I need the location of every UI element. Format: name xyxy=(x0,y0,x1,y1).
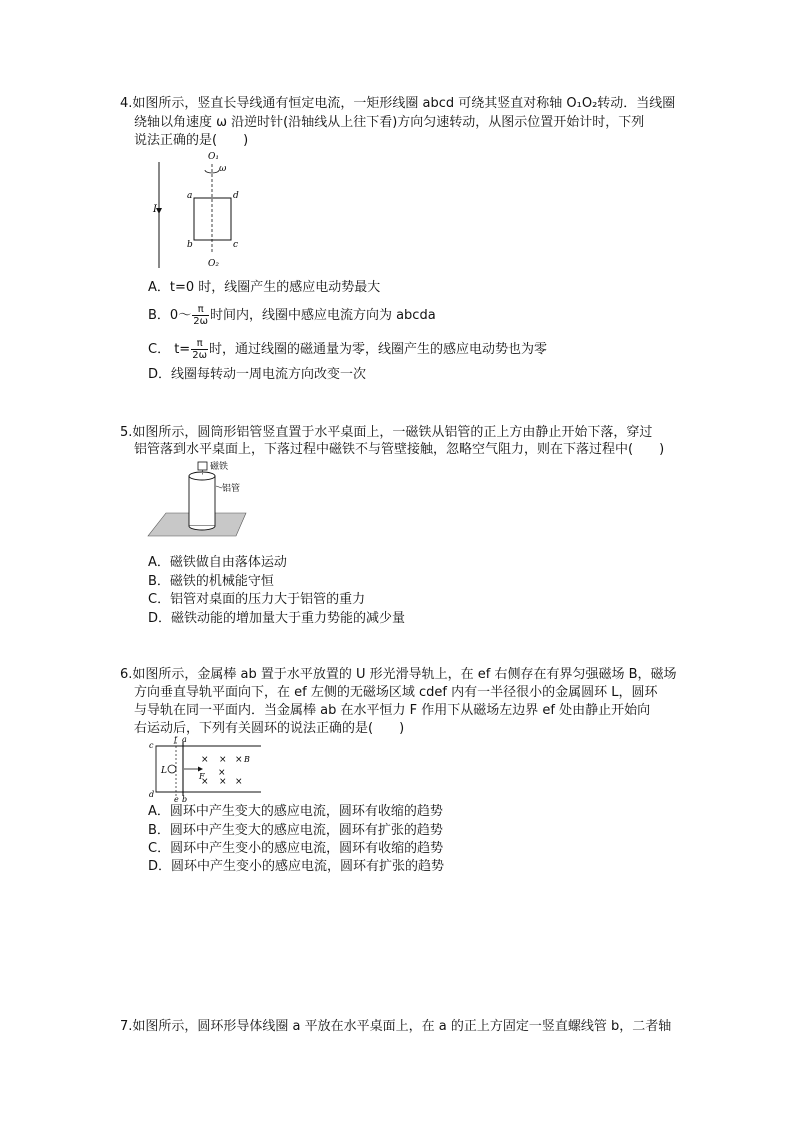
field-cross-icon: × xyxy=(201,755,209,765)
q6-option-a: A．圆环中产生变大的感应电流，圆环有收缩的趋势 xyxy=(148,804,443,819)
rectangular-coil xyxy=(194,198,231,240)
q4-option-b-fraction xyxy=(192,304,209,327)
q4-stem-line-3: 说法正确的是( ) xyxy=(134,133,249,148)
label-e: e xyxy=(174,795,179,802)
q5-stem-line-1: 5.如图所示，圆筒形铝管竖直置于水平桌面上，一磁铁从铝管的正上方由静止开始下落，穿过 xyxy=(120,425,653,440)
field-cross-icon: × xyxy=(235,755,243,765)
q5-option-b: B．磁铁的机械能守恒 xyxy=(148,574,274,589)
q4-stem-line-2: 绕轴以角速度 ω 沿逆时针(沿轴线从上往下看)方向匀速转动，从图示位置开始计时，下列 xyxy=(134,115,645,130)
magnet-label: 磁铁 xyxy=(210,462,229,472)
q5-option-a: A．磁铁做自由落体运动 xyxy=(148,555,287,570)
field-cross-icon: × xyxy=(235,777,243,787)
label-L: L xyxy=(161,766,167,776)
corner-d-label: d xyxy=(233,191,239,201)
q6-option-c: C．圆环中产生变小的感应电流，圆环有收缩的趋势 xyxy=(148,841,444,856)
q5-option-c: C．铝管对桌面的压力大于铝管的重力 xyxy=(148,592,366,607)
fraction-denominator: 2ω xyxy=(193,316,208,327)
axis-bottom-label: O₂ xyxy=(208,259,219,269)
label-c: c xyxy=(149,741,154,750)
axis-top-label: O₁ xyxy=(208,152,219,162)
q4-option-b-suffix: 时间内，线圈中感应电流方向为 abcda xyxy=(209,308,436,323)
q4-option-d: D．线圈每转动一周电流方向改变一次 xyxy=(148,367,367,382)
tube-label: 铝管 xyxy=(222,484,241,494)
label-F: F xyxy=(199,772,205,781)
magnet xyxy=(198,462,207,470)
q4-figure-coil xyxy=(150,150,250,275)
q7-stem-line-1: 7.如图所示，圆环形导体线圈 a 平放在水平桌面上，在 a 的正上方固定一竖直螺线管 b，二者轴 xyxy=(120,1019,672,1034)
corner-c-label: c xyxy=(233,240,239,250)
q4-option-c-fraction xyxy=(191,338,208,361)
q5-figure-tube xyxy=(146,458,266,540)
q4-option-c-prefix: C． t= xyxy=(148,342,191,357)
fraction-numerator: π xyxy=(192,304,209,316)
label-d: d xyxy=(149,790,155,799)
label-b: b xyxy=(182,795,188,802)
field-cross-icon: × xyxy=(218,768,226,778)
label-f: f xyxy=(174,736,177,744)
q6-figure-rails xyxy=(146,736,266,802)
field-cross-icon: × xyxy=(201,777,209,787)
label-a: a xyxy=(182,736,187,744)
current-label: I xyxy=(153,204,157,215)
field-cross-icon: × xyxy=(219,777,227,787)
q6-option-d: D．圆环中产生变小的感应电流，圆环有扩张的趋势 xyxy=(148,859,445,874)
aluminium-tube xyxy=(189,476,215,526)
q5-stem-line-2: 铝管落到水平桌面上，下落过程中磁铁不与管壁接触，忽略空气阻力，则在下落过程中( ) xyxy=(134,442,665,457)
q4-option-a: A．t=0 时，线圈产生的感应电动势最大 xyxy=(148,280,381,295)
q4-stem-line-1: 4.如图所示，竖直长导线通有恒定电流，一矩形线圈 abcd 可绕其竖直对称轴 O₁O₂转动．当线圈 xyxy=(120,96,676,111)
fraction-denominator: 2ω xyxy=(192,350,207,361)
q6-option-b: B．圆环中产生变大的感应电流，圆环有扩张的趋势 xyxy=(148,823,443,838)
corner-b-label: b xyxy=(187,240,193,250)
q6-stem-line-4: 右运动后，下列有关圆环的说法正确的是( ) xyxy=(134,721,405,736)
q4-option-b xyxy=(148,304,436,327)
metal-ring xyxy=(168,765,176,773)
q6-stem-line-3: 与导轨在同一平面内．当金属棒 ab 在水平恒力 F 作用下从磁场左边界 ef 处由静止开始向 xyxy=(134,703,651,718)
q6-stem-line-2: 方向垂直导轨平面向下，在 ef 左侧的无磁场区域 cdef 内有一半径很小的金属圆环 L，圆环 xyxy=(134,685,658,700)
label-B: B xyxy=(244,755,250,764)
force-arrow-icon xyxy=(198,767,203,772)
q5-option-d: D．磁铁动能的增加量大于重力势能的减少量 xyxy=(148,611,406,626)
corner-a-label: a xyxy=(187,191,193,201)
q4-option-c-suffix: 时，通过线圈的磁通量为零，线圈产生的感应电动势也为零 xyxy=(208,342,547,357)
field-cross-icon: × xyxy=(219,755,227,765)
q4-option-c xyxy=(148,338,547,361)
q6-stem-line-1: 6.如图所示，金属棒 ab 置于水平放置的 U 形光滑导轨上，在 ef 右侧存在有界匀强磁场 B，磁场 xyxy=(120,667,677,682)
omega-label: ω xyxy=(219,164,227,174)
fraction-numerator: π xyxy=(191,338,208,350)
q4-option-b-prefix: B．0～ xyxy=(148,308,192,323)
